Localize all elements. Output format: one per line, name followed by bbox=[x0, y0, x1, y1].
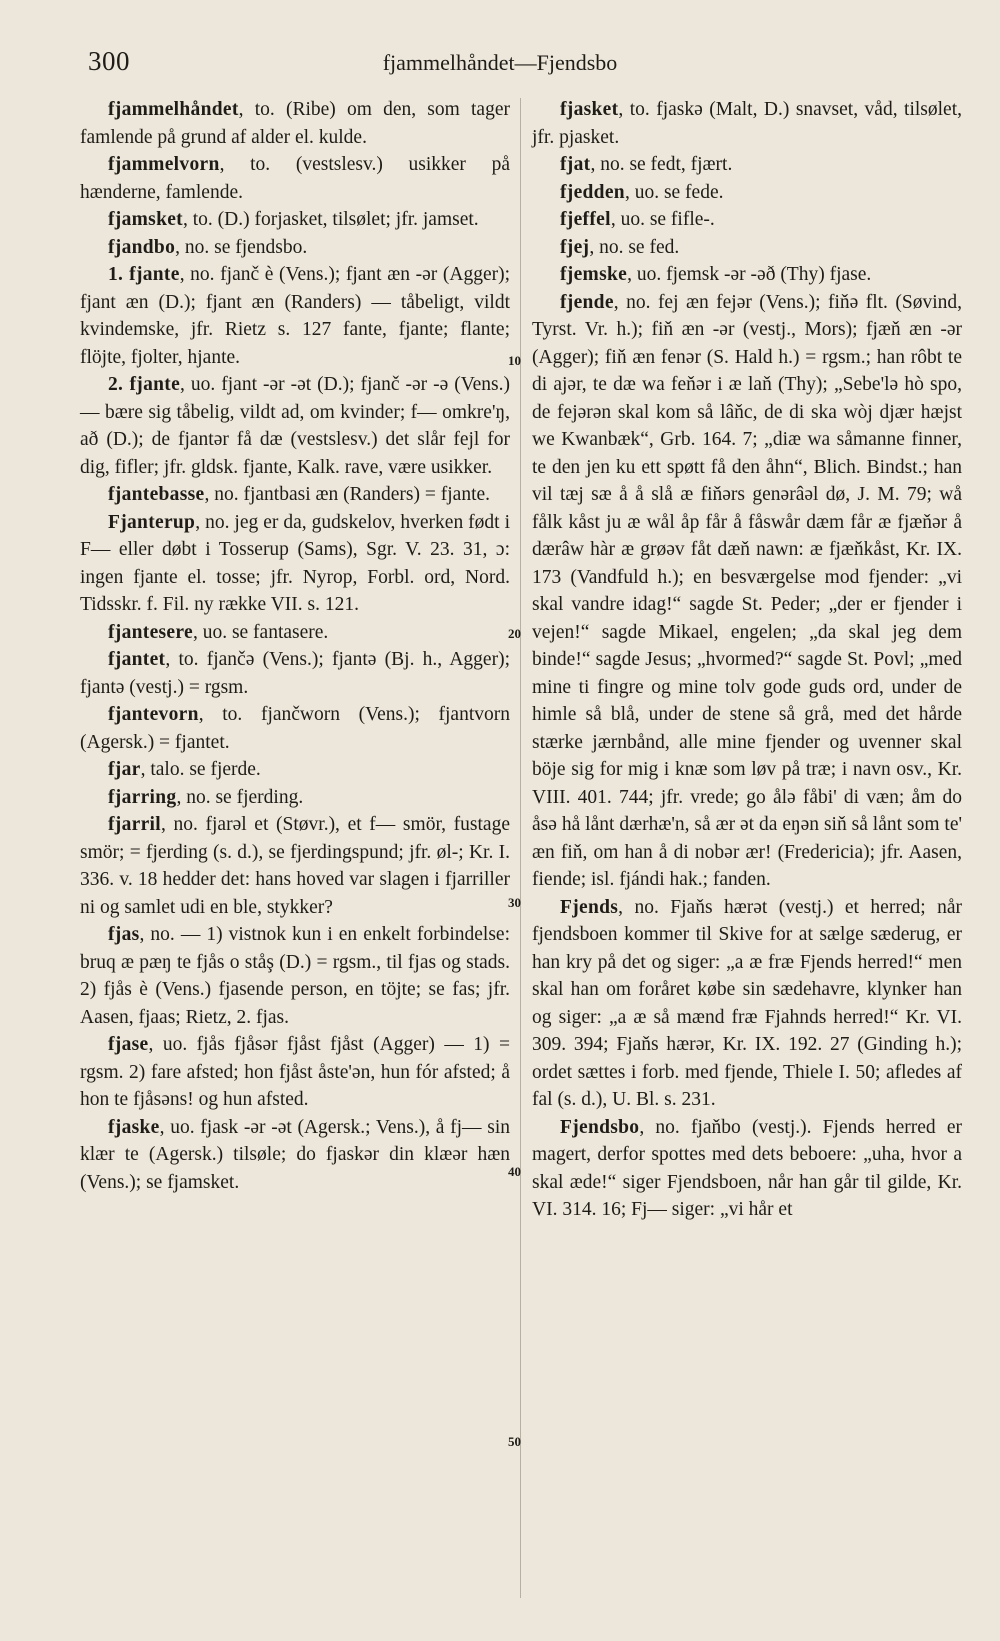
entry-headword: 1. fjante bbox=[108, 264, 180, 285]
entry-headword: fjaske bbox=[108, 1116, 160, 1138]
dictionary-entry bbox=[80, 811, 510, 921]
entry-headword: fjantevorn bbox=[108, 704, 199, 725]
entry-headword: fjeffel bbox=[560, 209, 611, 230]
dictionary-entry bbox=[80, 481, 510, 509]
dictionary-entry bbox=[532, 206, 962, 234]
dictionary-entry bbox=[532, 1114, 962, 1224]
dictionary-entry bbox=[532, 894, 962, 1114]
page-header bbox=[0, 46, 1000, 86]
entry-text: , no. fjaňbo (vestj.). Fjends herred er magert, derfor spottes med dets beboere: „uha, hvor a skal æde!“ siger Fjendsboen, når han går til gilde, Kr. VI. 314. 16; Fj— siger: „vi hår et bbox=[532, 1116, 962, 1220]
entry-text: , to. (D.) forjasket, tilsølet; jfr. jamset. bbox=[182, 209, 479, 230]
line-number: 30 bbox=[508, 895, 521, 910]
entry-text: , no. — 1) vistnok kun i en enkelt forbindelse: bruq æ pæŋ te fjås o ståş (D.) = rgsm., til fjas og stads. 2) fjås è (Vens.) fjasende person, en töjte; se fas; jfr. Aasen, fjaas; Rietz, 2. fjas. bbox=[80, 924, 510, 1028]
entry-text: , no. fjantbasi æn (Randers) = fjante. bbox=[204, 484, 491, 505]
dictionary-entry bbox=[80, 1031, 510, 1114]
entry-text: , no. fej æn fejər (Vens.); fiňə flt. (Søvind, Tyrst. Vr. h.); fiň æn -ər (vestj., Mors); fjæň æn -ər (Agger); fiň æn fenər (S. Hald h.) = rgsm.; han rôbt te di ajər, te dæ wa feňər i æ laň (Thy); „Sebe'lə hò spo, de fejərən skal kom så lâňc, de di ska wòj djær hæjst we Kwanbæk“, Grb. 164. 7; „diæ wa såmanne finner, te den jen ku ett spøtt få den åhn“, Blich. Bindst.; han vil tæj sæ å å slå æ fiňərs genərâəl dø, J. M. 79; wå fålk kåst ju æ wål åp får å fåswår dæm får æ fjæňər å dærâw hàr æ grøəv fåt dæň nawn: æ fjæňkåst, Kr. IX. 173 (Vandfuld h.); en besværgelse mod fjender: „vi skal vandre idag!“ sagde St. Peder; „der er fjender i vejen!“ sagde Mikael, engelen; „da skal jeg dem binde!“ sagde Jesus; „hvormed?“ sagde St. Povl; „med mine ti fingre og mine tolv gode guds ord, under de himle så blå, under de stene så grå, med det hårde stærke jærnbånd, alle mine fjender og uvenner skal böje sig for mig i knæ som løv på træ; i navn osv., Kr. VIII. 401. 744; jfr. vrede; go ålə fåbi' di væn; åm do åsə hå lånt dærhæ'n, så ær ət da eŋən siň så lånt som te' æn fiň, om han å di nobər ær! (Fredericia); jfr. Aasen, fiende; isl. fjándi hak.; fanden. bbox=[532, 291, 962, 890]
dictionary-entry bbox=[532, 179, 962, 207]
entry-text: , no. se fed. bbox=[589, 236, 680, 258]
entry-headword: fjamsket bbox=[108, 209, 183, 230]
line-number: 50 bbox=[508, 1434, 521, 1449]
line-number: 20 bbox=[508, 626, 521, 641]
entry-headword: fjase bbox=[108, 1034, 149, 1055]
entry-text: , uo. fjemsk -ər -əð (Thy) fjase. bbox=[627, 264, 872, 285]
entry-headword: fjammelvorn bbox=[108, 154, 220, 175]
entry-headword: fjandbo bbox=[108, 236, 176, 258]
dictionary-entry bbox=[532, 234, 962, 262]
entry-text: , to. (vestslesv.) usikker på hænderne, famlende. bbox=[80, 154, 510, 203]
dictionary-entry bbox=[80, 646, 510, 701]
right-column bbox=[532, 96, 962, 1224]
entry-text: , no. se fedt, fjært. bbox=[590, 154, 733, 175]
entry-text: , to. (Ribe) om den, som tager famlende på grund af alder el. kulde. bbox=[80, 99, 510, 148]
dictionary-entry bbox=[532, 151, 962, 179]
dictionary-entry bbox=[80, 371, 510, 481]
entry-headword: fjarril bbox=[108, 814, 161, 835]
dictionary-entry bbox=[80, 261, 510, 371]
entry-headword: fjende bbox=[560, 291, 614, 313]
entry-headword: fjat bbox=[560, 154, 591, 175]
dictionary-entry bbox=[80, 206, 510, 234]
entry-headword: Fjends bbox=[560, 896, 619, 918]
entry-text: , uo. se fifle-. bbox=[610, 209, 715, 230]
dictionary-entry bbox=[532, 261, 962, 289]
line-number: 40 bbox=[508, 1164, 521, 1179]
line-number: 10 bbox=[508, 353, 521, 368]
entry-text: , uo. se fede. bbox=[624, 181, 724, 203]
dictionary-entry bbox=[80, 784, 510, 812]
entry-headword: fjemske bbox=[560, 264, 628, 285]
line-number-gutter bbox=[508, 0, 538, 1641]
entry-headword: fjej bbox=[560, 236, 590, 258]
left-column bbox=[80, 96, 510, 1196]
entry-text: , no. Fjaňs hærət (vestj.) et herred; når fjendsboen kommer til Skive for at sælge sæderug, er han kry på det og siger: „a æ fræ Fjends herred!“ men skal han om foråret købe sin sædehavre, klynker han og siger: „a æ så mænd fræ Fjahnds herred!“ Kr. VI. 309. 394; Fjaňs hærər, Kr. IX. 192. 27 (Ginding h.); ordet sættes i forb. med fjende, Thiele I. 50; afledes af fal (s. d.), U. Bl. s. 231. bbox=[532, 896, 962, 1110]
entry-text: , no. se fjerding. bbox=[176, 786, 304, 808]
entry-headword: Fjendsbo bbox=[560, 1116, 640, 1138]
entry-text: , uo. fjås fjåsər fjåst fjåst (Agger) — 1) = rgsm. 2) fare afsted; hon fjåst åste'ən, hun fór afsted; å hon te fjåsəns! og hun afsted. bbox=[80, 1034, 510, 1110]
entry-text: , no. jeg er da, gudskelov, hverken født i F— eller døbt i Tosserup (Sams), Sgr. V. 23. 31, ɔ: ingen fjante el. tosse; jfr. Nyrop, Forbl. ord, Nord. Tidsskr. f. Fil. ny række VII. s. 121. bbox=[80, 511, 510, 615]
entry-text: , uo. fjask -ər -ət (Agersk.; Vens.), å fj— sin klær te (Agersk.) tilsøle; do fjaskər din klæər hæn (Vens.); se fjamsket. bbox=[80, 1116, 510, 1193]
entry-text: , uo. fjant -ər -ət (D.); fjanč -ər -ə (Vens.) — bære sig tåbelig, vildt ad, om kvinder; f— omkre'ŋ, að (D.); de fjantər få dæ (vestslesv.) det slår fejl for dig, fifler; jfr. gldsk. fjante, Kalk. rave, være usikker. bbox=[80, 374, 510, 478]
entry-text: , to. fjaskə (Malt, D.) snavset, våd, tilsølet, jfr. pjasket. bbox=[532, 99, 962, 148]
entry-headword: fjantet bbox=[108, 649, 166, 670]
entry-headword: fjar bbox=[108, 759, 141, 780]
entry-headword: Fjanterup bbox=[108, 511, 196, 533]
entry-headword: fjammelhåndet bbox=[108, 99, 239, 120]
entry-headword: 2. fjante bbox=[108, 374, 181, 395]
entry-text: , no. fjarəl et (Støvr.), et f— smör, fustage smör; = fjerding (s. d.), se fjerdingspund; jfr. øl-; Kr. I. 336. v. 18 hedder det: hans hoved var slagen i fjarriller ni og samlet udi en ble, stykker? bbox=[80, 814, 510, 918]
dictionary-entry bbox=[80, 234, 510, 262]
dictionary-entry bbox=[532, 96, 962, 151]
entry-headword: fjantebasse bbox=[108, 484, 205, 505]
entry-text: , to. fjančə (Vens.); fjantə (Bj. h., Agger); fjantə (vestj.) = rgsm. bbox=[80, 649, 510, 698]
entry-headword: fjasket bbox=[560, 99, 619, 120]
dictionary-entry bbox=[80, 96, 510, 151]
entry-headword: fjarring bbox=[108, 786, 177, 808]
dictionary-entry bbox=[80, 701, 510, 756]
entry-text: , no. se fjendsbo. bbox=[175, 236, 308, 258]
running-head: fjammelhåndet—Fjendsbo bbox=[382, 50, 618, 75]
entry-headword: fjantesere bbox=[108, 621, 193, 643]
entry-headword: fjas bbox=[108, 924, 140, 945]
entry-text: , talo. se fjerde. bbox=[140, 759, 261, 780]
dictionary-entry bbox=[80, 1114, 510, 1197]
dictionary-entry bbox=[532, 289, 962, 894]
entry-headword: fjedden bbox=[560, 181, 625, 203]
dictionary-entry bbox=[80, 921, 510, 1031]
dictionary-entry bbox=[80, 151, 510, 206]
dictionary-entry bbox=[80, 509, 510, 619]
dictionary-entry bbox=[80, 756, 510, 784]
page-number: 300 bbox=[88, 46, 130, 76]
dictionary-entry bbox=[80, 619, 510, 647]
entry-text: , to. fjančworn (Vens.); fjantvorn (Agersk.) = fjantet. bbox=[80, 704, 510, 753]
entry-text: , no. fjanč è (Vens.); fjant æn -ər (Agger); fjant æn (D.); fjant æn (Randers) — tåbeligt, vildt kvindemske, jfr. Rietz s. 127 fante, fjante; flante; flöjte, fjolter, hjante. bbox=[80, 264, 510, 368]
entry-text: , uo. se fantasere. bbox=[192, 621, 329, 643]
